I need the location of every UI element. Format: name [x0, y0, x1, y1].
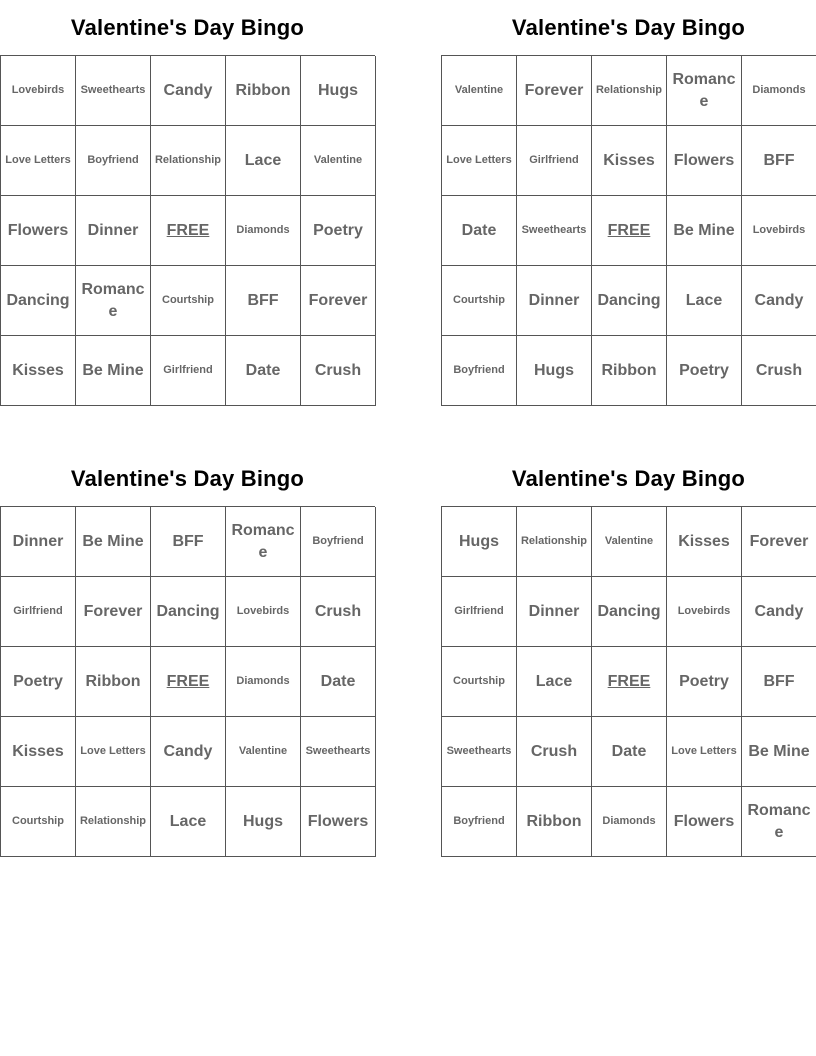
bingo-cell: Lovebirds	[742, 196, 816, 266]
bingo-cell: Romance	[667, 56, 742, 126]
bingo-cell: Forever	[301, 266, 376, 336]
card-title: Valentine's Day Bingo	[70, 465, 305, 491]
bingo-cell: Lace	[151, 787, 226, 857]
bingo-cell: Poetry	[1, 647, 76, 717]
free-space: FREE	[592, 647, 667, 717]
bingo-grid	[0, 506, 375, 857]
bingo-cell: Candy	[742, 577, 816, 647]
bingo-cell: Hugs	[226, 787, 301, 857]
bingo-cell: Dancing	[1, 266, 76, 336]
bingo-cell: Hugs	[442, 507, 517, 577]
bingo-cell: Romance	[742, 787, 816, 857]
bingo-cell: Candy	[151, 717, 226, 787]
bingo-cell: Girlfriend	[1, 577, 76, 647]
free-space: FREE	[151, 647, 226, 717]
bingo-cell: Love Letters	[442, 126, 517, 196]
bingo-cell: Sweethearts	[301, 717, 376, 787]
bingo-cell: Flowers	[667, 126, 742, 196]
bingo-cell: BFF	[151, 507, 226, 577]
bingo-cell: Ribbon	[517, 787, 592, 857]
bingo-cell: Be Mine	[76, 336, 151, 406]
bingo-cell: Boyfriend	[442, 787, 517, 857]
bingo-cell: Crush	[517, 717, 592, 787]
bingo-cell: Boyfriend	[442, 336, 517, 406]
bingo-cell: Dinner	[76, 196, 151, 266]
bingo-cell: Girlfriend	[517, 126, 592, 196]
bingo-cell: Kisses	[1, 336, 76, 406]
bingo-grid	[441, 55, 816, 406]
bingo-cell: Girlfriend	[151, 336, 226, 406]
bingo-cell: Kisses	[1, 717, 76, 787]
bingo-cell: Boyfriend	[301, 507, 376, 577]
bingo-cell: Hugs	[301, 56, 376, 126]
bingo-cell: Sweethearts	[76, 56, 151, 126]
bingo-cell: Candy	[742, 266, 816, 336]
bingo-grid	[441, 506, 816, 857]
bingo-cell: Valentine	[442, 56, 517, 126]
bingo-cell: Lovebirds	[667, 577, 742, 647]
bingo-cell: Courtship	[442, 647, 517, 717]
bingo-card-1	[0, 0, 375, 406]
bingo-cell: Love Letters	[667, 717, 742, 787]
bingo-cell: Diamonds	[592, 787, 667, 857]
bingo-cell: Date	[442, 196, 517, 266]
bingo-cell: Courtship	[1, 787, 76, 857]
bingo-cell: Hugs	[517, 336, 592, 406]
bingo-cell: Crush	[742, 336, 816, 406]
bingo-cell: Kisses	[592, 126, 667, 196]
card-title: Valentine's Day Bingo	[511, 14, 746, 40]
bingo-card-3	[0, 451, 375, 857]
bingo-cell: Dancing	[592, 266, 667, 336]
bingo-cell: Love Letters	[1, 126, 76, 196]
bingo-cell: Lovebirds	[226, 577, 301, 647]
bingo-cell: Girlfriend	[442, 577, 517, 647]
bingo-cell: Flowers	[667, 787, 742, 857]
bingo-cell: Diamonds	[742, 56, 816, 126]
bingo-cell: Dancing	[592, 577, 667, 647]
bingo-cell: Valentine	[301, 126, 376, 196]
bingo-cell: Lace	[667, 266, 742, 336]
bingo-cell: Relationship	[151, 126, 226, 196]
bingo-cell: Valentine	[226, 717, 301, 787]
bingo-cell: Date	[301, 647, 376, 717]
card-title: Valentine's Day Bingo	[70, 14, 305, 40]
bingo-cell: Courtship	[442, 266, 517, 336]
bingo-cell: Sweethearts	[517, 196, 592, 266]
bingo-cell: Romance	[226, 507, 301, 577]
bingo-cell: BFF	[742, 126, 816, 196]
bingo-cell: Kisses	[667, 507, 742, 577]
bingo-cell: Poetry	[301, 196, 376, 266]
bingo-cell: Love Letters	[76, 717, 151, 787]
bingo-cell: Dinner	[517, 577, 592, 647]
card-title: Valentine's Day Bingo	[511, 465, 746, 491]
bingo-cell: Sweethearts	[442, 717, 517, 787]
bingo-cell: Lace	[226, 126, 301, 196]
bingo-cell: Flowers	[301, 787, 376, 857]
bingo-cell: Diamonds	[226, 647, 301, 717]
bingo-cell: Flowers	[1, 196, 76, 266]
bingo-cell: Poetry	[667, 647, 742, 717]
bingo-cell: Candy	[151, 56, 226, 126]
free-space: FREE	[592, 196, 667, 266]
bingo-cell: Lace	[517, 647, 592, 717]
bingo-cell: Ribbon	[76, 647, 151, 717]
bingo-card-4	[441, 451, 816, 857]
bingo-cell: BFF	[226, 266, 301, 336]
bingo-cell: Dinner	[1, 507, 76, 577]
bingo-grid	[0, 55, 375, 406]
bingo-cell: Dancing	[151, 577, 226, 647]
bingo-cell: Forever	[742, 507, 816, 577]
bingo-cell: Crush	[301, 577, 376, 647]
bingo-cell: Valentine	[592, 507, 667, 577]
bingo-card-2	[441, 0, 816, 406]
bingo-cell: Be Mine	[667, 196, 742, 266]
bingo-cell: Date	[592, 717, 667, 787]
bingo-cell: Be Mine	[742, 717, 816, 787]
bingo-cell: Poetry	[667, 336, 742, 406]
bingo-cell: Romance	[76, 266, 151, 336]
bingo-cell: Courtship	[151, 266, 226, 336]
bingo-cell: Date	[226, 336, 301, 406]
bingo-cell: Ribbon	[226, 56, 301, 126]
free-space: FREE	[151, 196, 226, 266]
bingo-cell: Lovebirds	[1, 56, 76, 126]
bingo-cell: Diamonds	[226, 196, 301, 266]
bingo-cell: Relationship	[517, 507, 592, 577]
bingo-cell: Forever	[76, 577, 151, 647]
bingo-cell: Boyfriend	[76, 126, 151, 196]
bingo-cell: Dinner	[517, 266, 592, 336]
bingo-cell: Relationship	[592, 56, 667, 126]
bingo-cell: BFF	[742, 647, 816, 717]
bingo-cell: Be Mine	[76, 507, 151, 577]
bingo-cell: Crush	[301, 336, 376, 406]
bingo-cell: Ribbon	[592, 336, 667, 406]
bingo-cell: Forever	[517, 56, 592, 126]
bingo-cell: Relationship	[76, 787, 151, 857]
